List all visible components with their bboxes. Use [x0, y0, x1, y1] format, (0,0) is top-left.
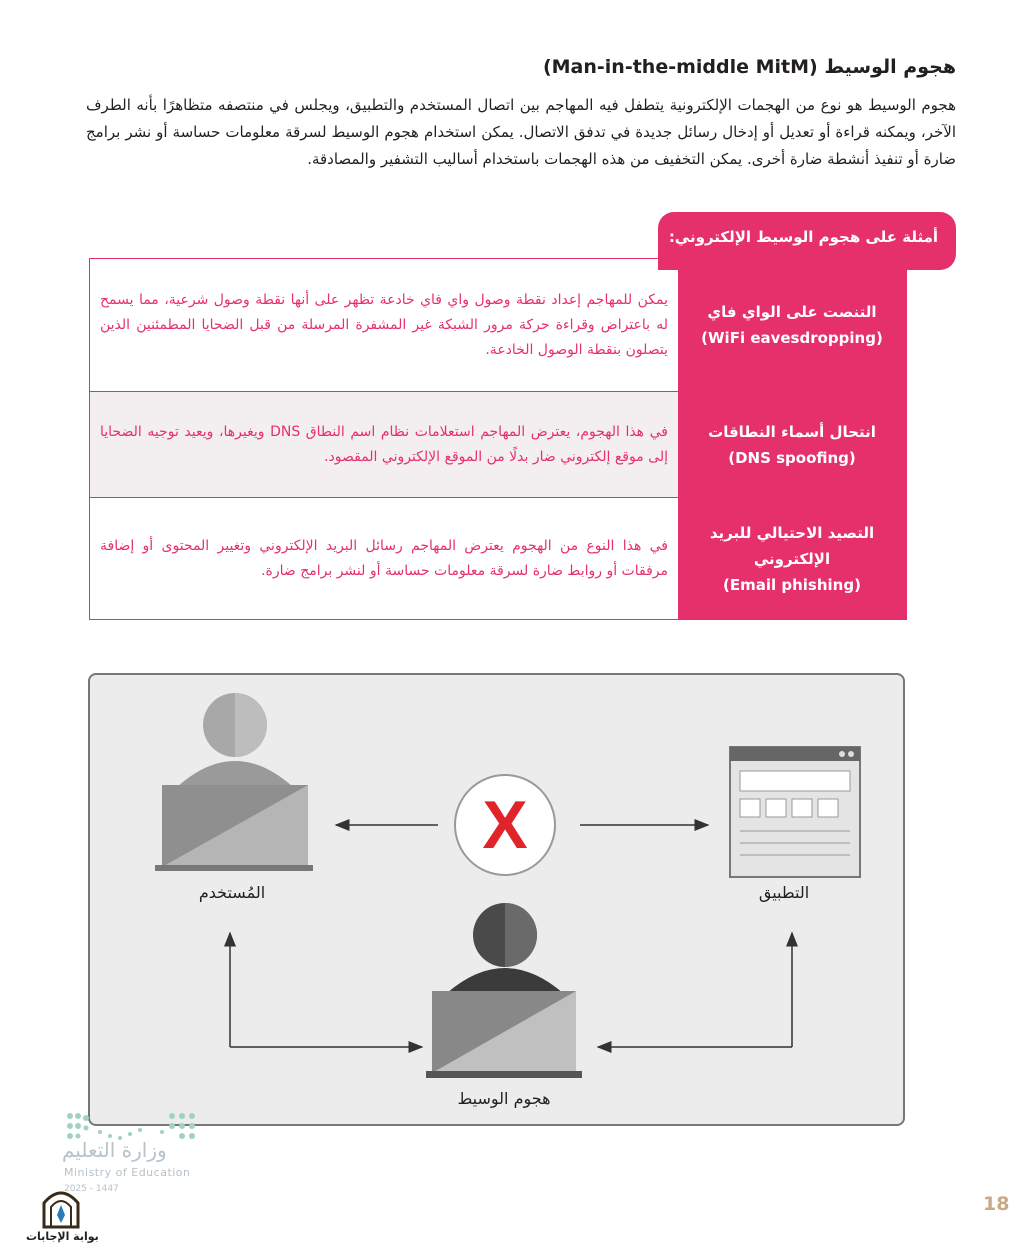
examples-table [89, 258, 907, 620]
gateway-logo-icon [40, 1185, 82, 1229]
intro-paragraph: هجوم الوسيط هو نوع من الهجمات الإلكترونية يتطفل فيه المهاجم بين اتصال المستخدم والتطبيق، ويجلس في منتصفه متظاهرًا بأنه الطرف الآخر، ويمكنه قراءة أو تعديل أو إدخال رسائل جديدة في تدفق الاتصال. يمكن استخدام هجوم الوسيط لسرقة معلومات حساسة أو نشر برامج ضارة أو تنفيذ أنشطة ضارة أخرى. يمكن التخفيف من هذه الهجمات باستخدام أساليب التشفير والمصادقة. [86, 96, 956, 168]
user-person-icon [177, 693, 293, 787]
term-arabic: التنصت على الواي فاي [707, 303, 877, 321]
blocked-x-text: X [482, 787, 528, 863]
description-cell: في هذا النوع من الهجوم يعترض المهاجم رسائل البريد الإلكتروني وتغيير المحتوى أو إضافة مرفقات أو روابط ضارة لسرقة معلومات حساسة أو لنشر برامج ضارة. [100, 538, 668, 579]
table-row [90, 391, 906, 498]
ministry-logo-year: 2025 - 1447 [64, 1184, 119, 1194]
examples-tab-title: أمثلة على هجوم الوسيط الإلكتروني: [658, 212, 956, 270]
term-cell [678, 498, 906, 620]
term-cell [678, 259, 906, 391]
term-cell [678, 392, 906, 498]
attacker-label: هجوم الوسيط [457, 1089, 551, 1108]
description-cell: في هذا الهجوم، يعترض المهاجم استعلامات نظام اسم النطاق DNS ويغيرها، ويعيد توجيه الضحايا إلى موقع إلكتروني ضار بدلًا من الموقع الإلكتروني المقصود. [90, 392, 678, 498]
section-heading: هجوم الوسيط (Man-in-the-middle MitM) [542, 56, 956, 78]
attacker-person-icon [447, 903, 563, 993]
term-english: (WiFi eavesdropping) [701, 329, 883, 347]
app-label: التطبيق [758, 883, 810, 902]
attacker-laptop-icon [426, 991, 582, 1078]
user-label: المُستخدم [198, 883, 266, 902]
term-english: (DNS spoofing) [728, 449, 856, 467]
term-arabic: التصيد الاحتيالي للبريد الإلكتروني [709, 524, 875, 568]
blocked-x-icon [455, 775, 555, 875]
table-row [90, 259, 906, 391]
mitm-diagram [88, 673, 905, 1126]
app-window-icon [730, 747, 860, 877]
ministry-logo-arabic: وزارة التعليم [62, 1138, 167, 1162]
table-row [90, 497, 906, 620]
term-english: (Email phishing) [723, 576, 861, 594]
gateway-watermark-text: بوابة الإجابات [26, 1230, 99, 1243]
ministry-logo-english: Ministry of Education [64, 1166, 191, 1179]
page-number: 18 [983, 1193, 1010, 1215]
user-laptop-icon [155, 785, 313, 871]
term-arabic: انتحال أسماء النطاقات [708, 423, 876, 441]
description-cell: يمكن للمهاجم إعداد نقطة وصول واي فاي خادعة تظهر على أنها نقطة وصول شرعية، مما يسمح له باعتراض وقراءة حركة مرور الشبكة غير المشفرة المرسلة من قبل الضحايا المطمئنين الذين يتصلون بنقطة الوصول الخادعة. [100, 291, 668, 358]
